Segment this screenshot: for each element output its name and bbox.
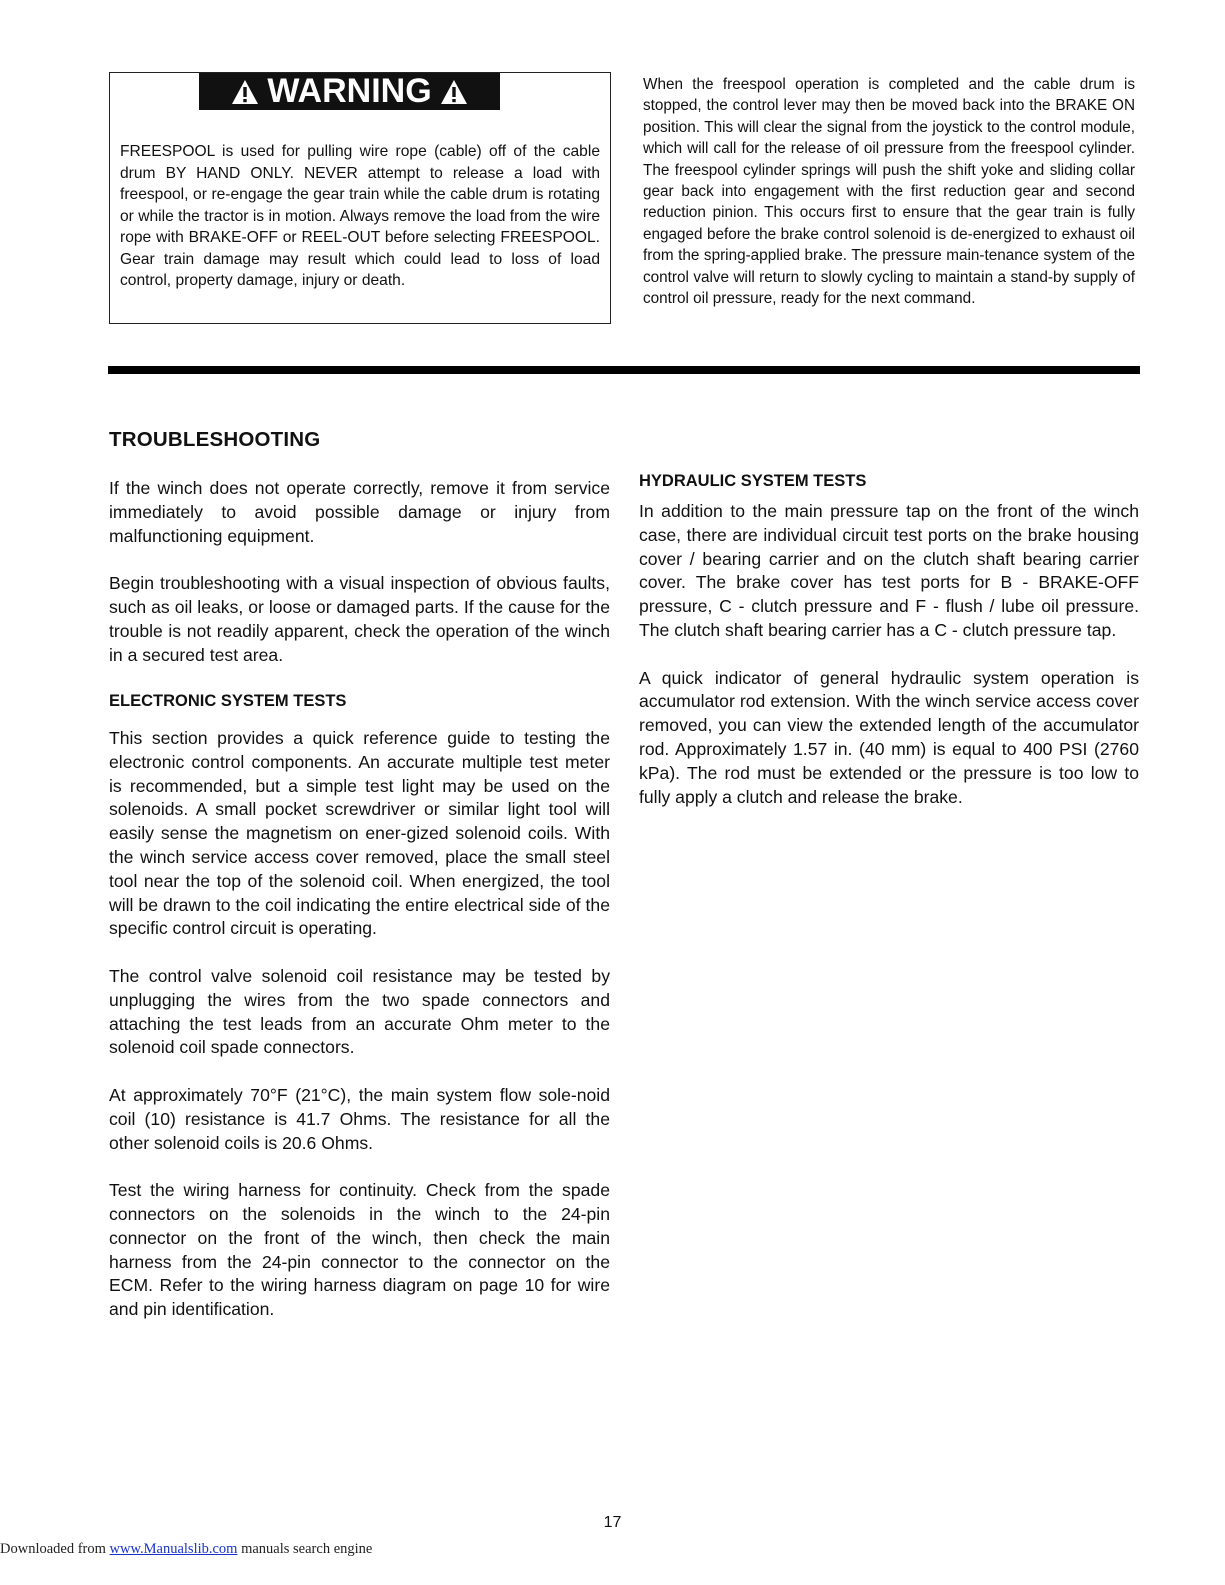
warning-box [109, 72, 611, 324]
paragraph: Test the wiring harness for continuity. Check from the spade connectors on the solenoids in the winch to the 24-pin connector on the front of the winch, then check the main harness from the 24-pin connector to the connector on the ECM. Refer to the wiring harness diagram on page 10 for wire and pin identification. [109, 1180, 610, 1320]
hydraulic-tests-heading: HYDRAULIC SYSTEM TESTS [639, 472, 867, 490]
warning-triangle-icon [231, 78, 259, 106]
paragraph: The control valve solenoid coil resistance may be tested by unplugging the wires from the two spade connectors and attaching the test leads from an accurate Ohm meter to the solenoid coil spade connectors. [109, 965, 610, 1058]
warning-text: FREESPOOL is used for pulling wire rope (cable) off of the cable drum BY HAND ONLY. NEVER attempt to release a load with freespool, or re-engage the gear train while the cable drum is rotating or while the tractor is in motion. Always remove the load from the wire rope with BRAKE-OFF or REEL-OUT before selecting FREESPOOL. Gear train damage may result which could lead to loss of load control, property damage, injury or death. [120, 143, 600, 289]
troubleshooting-intro [109, 477, 610, 667]
warning-banner [199, 73, 500, 110]
paragraph: If the winch does not operate correctly, remove it from service immediately to avoid possible damage or injury from malfunctioning equipment. [109, 478, 610, 546]
troubleshooting-heading: TROUBLESHOOTING [109, 428, 321, 451]
footer-prefix: Downloaded from [0, 1541, 110, 1557]
hydraulic-tests-body [639, 500, 1139, 809]
download-footer [0, 1541, 372, 1558]
warning-triangle-icon [440, 78, 468, 106]
manualslib-link[interactable]: www.Manualslib.com [109, 1541, 238, 1557]
section-divider [108, 366, 1140, 374]
paragraph: At approximately 70°F (21°C), the main system flow sole-noid coil (10) resistance is 41.7 Ohms. The resistance for all the other solenoid coils is 20.6 Ohms. [109, 1084, 610, 1153]
paragraph: In addition to the main pressure tap on the front of the winch case, there are individual circuit test ports on the brake housing cover / bearing carrier and on the clutch shaft bearing carrier cover. The brake cover has test ports for B - BRAKE-OFF pressure, C - clutch pressure and F - flush / lube oil pressure. The clutch shaft bearing carrier has a C - clutch pressure tap. [639, 501, 1139, 640]
electronic-tests-heading: ELECTRONIC SYSTEM TESTS [109, 692, 347, 710]
paragraph: Begin troubleshooting with a visual inspection of obvious faults, such as oil leaks, or loose or damaged parts. If the cause for the trouble is not readily apparent, check the operation of the winch in a secured test area. [109, 573, 610, 665]
paragraph: A quick indicator of general hydraulic system operation is accumulator rod extension. With the winch service access cover removed, you can view the extended length of the accumulator rod. Approximately 1.57 in. (40 mm) is equal to 400 PSI (2760 kPa). The rod must be extended or the pressure is too low to fully apply a clutch and release the brake. [639, 667, 1139, 807]
paragraph: This section provides a quick reference guide to testing the electronic control components. An accurate multiple test meter is recommended, but a simple test light may be used on the solenoids. A small pocket screwdriver or similar light tool will easily sense the magnetism on ener-gized solenoid coils. With the winch service access cover removed, place the small steel tool near the top of the solenoid coil. When energized, the tool will be drawn to the coil indicating the entire electrical side of the specific control circuit is operating. [109, 728, 610, 939]
warning-title: WARNING [267, 72, 432, 110]
page-number: 17 [603, 1514, 622, 1531]
freespool-completion-note: When the freespool operation is completed and the cable drum is stopped, the control lever may then be moved back into the BRAKE ON position. This will clear the signal from the joystick to the control module, which will call for the release of oil pressure from the freespool cylinder. The freespool cylinder springs will push the shift yoke and sliding collar gear back into engagement with the first reduction gear and second reduction pinion. This occurs first to ensure that the gear train is fully engaged before the brake control solenoid is de-energized to exhaust oil from the spring-applied brake. The pressure main-tenance system of the control valve will return to slowly cycling to maintain a stand-by supply of control oil pressure, ready for the next command. [643, 76, 1135, 308]
electronic-tests-body [109, 727, 610, 1322]
footer-suffix: manuals search engine [237, 1541, 373, 1557]
